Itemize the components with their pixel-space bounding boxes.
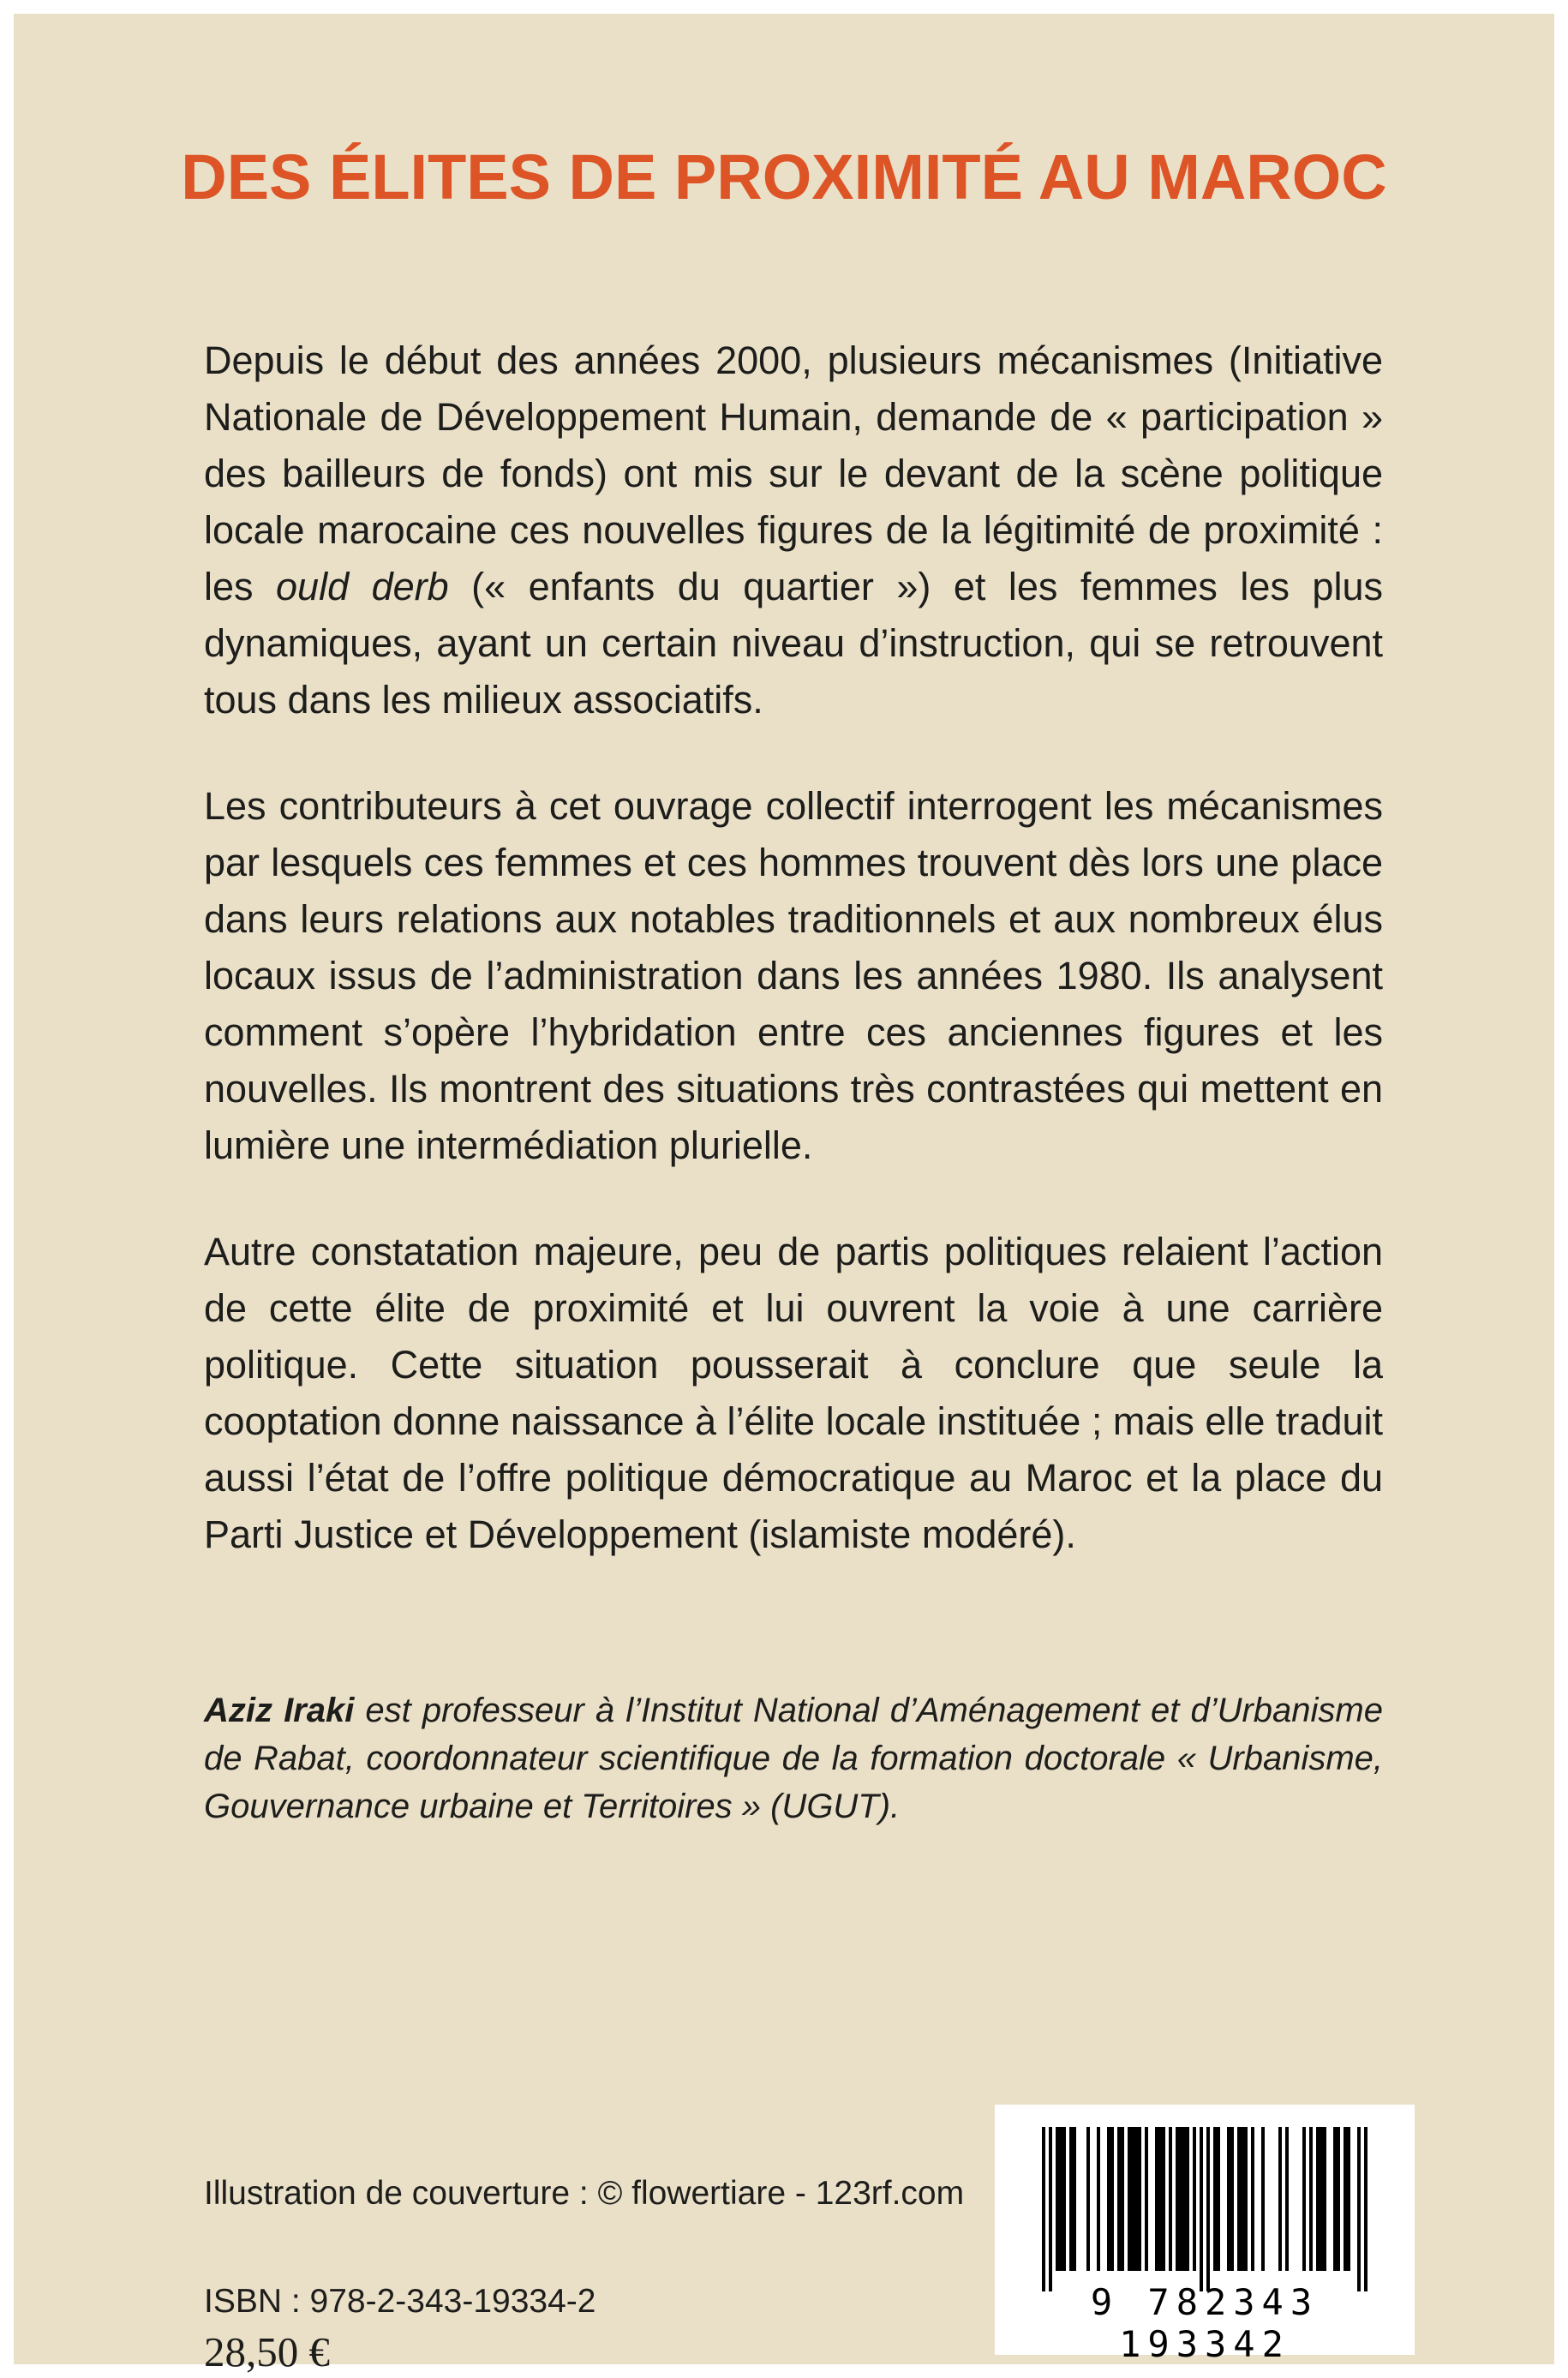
paragraph-1 <box>204 332 1383 728</box>
paragraph-2: Les contributeurs à cet ouvrage collectif interrogent les mécanismes par lesquels ces femmes et ces hommes trouvent dès lors une place dans leurs relations aux notables traditionnels et aux nombreux élus locaux issus de l’administration dans les années 1980. Ils analysent comment s’opère l’hybridation entre ces anciennes figures et les nouvelles. Ils montrent des situations très contrastées qui mettent en lumière une intermédiation plurielle. <box>204 784 1383 1167</box>
italic-term-ould-derb: ould derb <box>276 565 449 608</box>
illustration-credit: Illustration de couverture : © flowertiare - 123rf.com <box>204 2175 965 2212</box>
barcode <box>995 2105 1415 2365</box>
back-cover-blurb <box>204 332 1383 1613</box>
paragraph-1-text-before: Depuis le début des années 2000, plusieurs mécanismes (Initiative Nationale de Développement Humain, demande de « participation » des bailleurs de fonds) ont mis sur le devant de la scène politique locale marocaine ces nouvelles figures de la légitimité de proximité : les <box>204 338 1383 608</box>
author-bio <box>204 1686 1383 1830</box>
isbn-number: ISBN : 978-2-343-19334-2 <box>204 2283 596 2320</box>
price: 28,50 € <box>204 2328 330 2375</box>
cover-background <box>14 14 1554 2375</box>
book-title: DES ÉLITES DE PROXIMITÉ AU MAROC <box>181 141 1387 213</box>
paragraph-3: Autre constatation majeure, peu de partis politiques relaient l’action de cette élite de proximité et lui ouvrent la voie à une carrière politique. Cette situation pousserait à conclure que seule la cooptation donne naissance à l’élite locale instituée ; mais elle traduit aussi l’état de l’offre politique démocratique au Maroc et la place du Parti Justice et Développement (islamiste modéré). <box>204 1230 1383 1556</box>
barcode-digits: 9 782343 193342 <box>1090 2281 1320 2365</box>
paragraph-1-text-after: (« enfants du quartier ») et les femmes les plus dynamiques, ayant un certain niveau d’instruction, qui se retrouvent tous dans les milieux associatifs. <box>204 565 1383 722</box>
author-name: Aziz Iraki <box>204 1692 355 1729</box>
barcode-bars <box>1042 2127 1368 2295</box>
author-bio-text: est professeur à l’Institut National d’Aménagement et d’Urbanisme de Rabat, coordonnateur scientifique de la formation doctorale « Urbanisme, Gouvernance urbaine et Territoires » (UGUT). <box>204 1692 1383 1825</box>
